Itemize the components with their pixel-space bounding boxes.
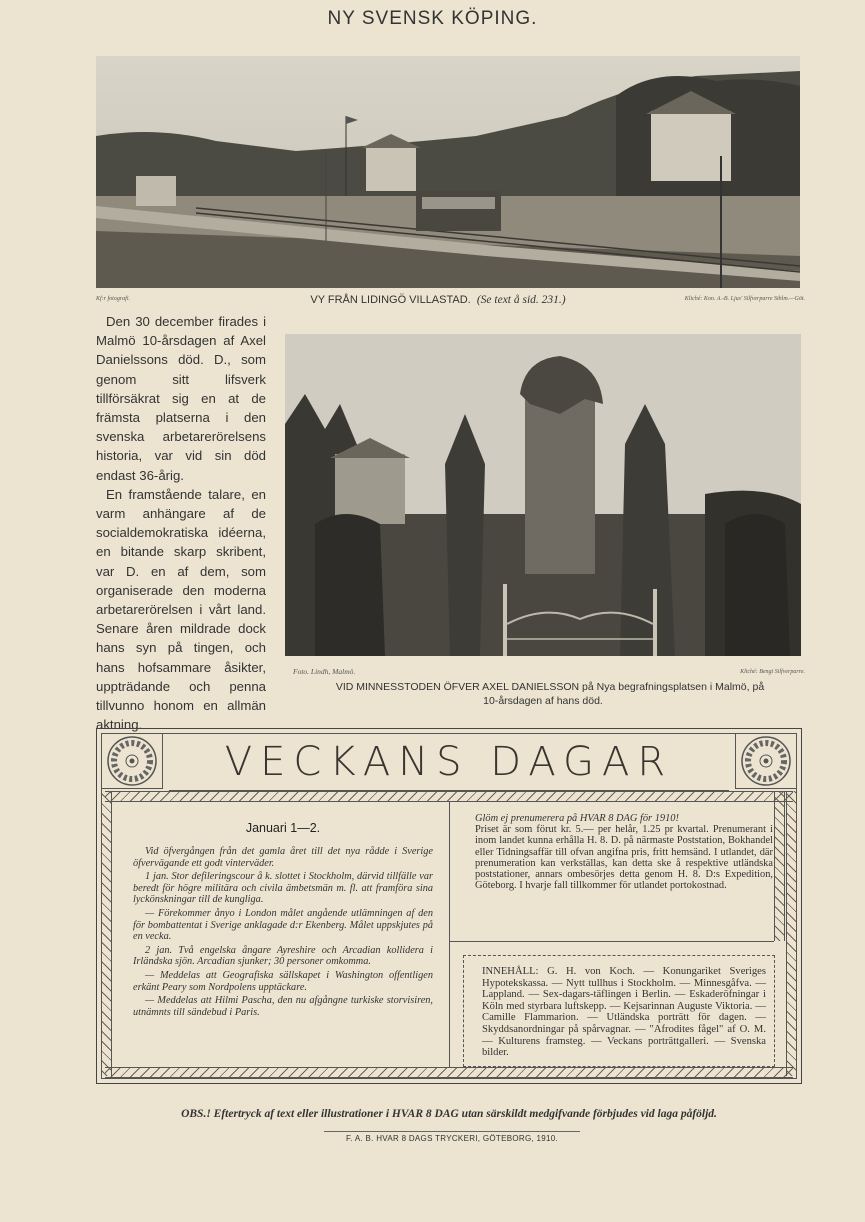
photo2-right-credit: Kliché: Bengt Silfverparre. [740,669,805,675]
photo1-left-credit: Kf:r fotografi. [96,296,131,302]
column-divider [449,801,450,1067]
obs-notice: OBS.! Eftertryck af text eller illustrationer i HVAR 8 DAG utan särskildt medgifvande förbjudes vid laga påföljd. [181,1108,717,1120]
entry-5: — Meddelas att Geografiska sällskapet i Washington offentligen erkänt Peary som Nordpolens upptäckare. [133,969,433,993]
week-entries [133,846,433,1020]
photo-minnesstod [285,334,801,656]
photo2-caption-line1: VID MINNESSTODEN ÖFVER AXEL DANIELSSON på Nya begrafningsplatsen i Malmö, på [335,681,765,693]
photo1-caption-text: VY FRÅN LIDINGÖ VILLASTAD. [310,294,471,306]
innehall-box [463,955,775,1067]
prenumeration-title: Glöm ej prenumerera på HVAR 8 DAG för 1910! [475,813,679,824]
prenumeration-body: Priset är som förut kr. 5.— per helår, 1.25 pr kvartal. Prenumerant i inom landet kunna erhålla H. 8. D. på närmaste Poststation, Bokhandel eller Tidningsaffär till ofvan angifna pris, fritt hemsänd. I utlandet, där prenumeration kan verkställas, kan detta ske å respektive utländska poststationer, annars ombesörjes detta genom H. 8. D:s Expedition, Göteborg. I hvarje fall tillkommer för utlandet portokostnad. [475,824,773,892]
article-paragraph-1: Den 30 december firades i Malmö 10-årsdagen af Axel Danielssons död. D., som genom sitt lifsverk tillförsäkrat sig en at de främsta platserna i den svenska arbetarerörelsens historia, var vid sin död endast 36-årig. [96,314,266,483]
article-danielsson [96,312,266,734]
right-panel-divider [449,941,774,942]
date-heading: Januari 1—2. [245,821,321,835]
veckans-banner [169,733,729,791]
veckans-dagar-title: VECKANS DAGAR [224,739,674,785]
prenumeration-notice [475,813,773,891]
page-header: NY SVENSK KÖPING. [327,8,538,29]
left-rosette-ornament [101,733,163,789]
entry-1: Vid öfvergången från det gamla året till det nya rådde i Sverige öfvervägande ett godt vinterväder. [133,846,433,869]
entry-3: — Förekommer ånyo i London målet angående utlämningen af den för bombattentat i Sverige anklagade d:r Ekenberg. Målet uppskjutes på en vecka. [133,907,433,943]
article-paragraph-2: En framstående talare, en varm anhängare af de socialdemokratiska idéerna, en bitande skarp skribent, var D. en af dem, som organiserade den moderna arbetarerörelsen i vårt land. Senare åren mildrade dock hans syn på tingen, och hans hofsammare åsikter, uppträdande och penna tillvunno honom en allmän aktning. [96,486,266,733]
entry-4: 2 jan. Två engelska ångare Ayreshire och Arcadian kollidera i Irländska sjön. Arcadian sjunker; 30 personer omkomma. [133,944,433,968]
photo1-right-credit: Kliché: Kon. A.-B. Ljus' Silfverparre Sthlm.—Göt. [684,296,805,302]
photo1-caption-ref: (Se text å sid. 231.) [476,294,566,306]
photo-lidingo-villastad [96,56,800,288]
entry-2: 1 jan. Stor defileringscour å k. slottet i Stockholm, därvid tillfälle var beredt för högre militära och civila ämbetsmän m. fl. att framföra sina lyckönskningar till de kungliga. [133,871,433,906]
right-ornament-band [786,791,797,1076]
veckans-dagar-box [96,728,802,1084]
photo2-left-credit: Foto. Lindh, Malmö. [293,667,356,676]
innehall-text: INNEHÅLL: G. H. von Koch. — Konungariket Sveriges Hypotekskassa. — Nytt tullhus i Stockholm. — Minnesgåfva. — Lappland. — Sex-dagars-täflingen i Berlin. — Eskaderöfningar i Köln med styrbara luftskepp. — Kejsarinnan Auguste Viktoria. — Camille Flammarion. — Utländska porträtt för dagen. — Skyddsanordningar på spårvagnar. — "Afrodites fågel" af O. M. — Kulturens framsteg. — Veckans porträttgalleri. — Svenska bilder. [482,966,766,1059]
middle-ornament-band [774,791,785,941]
entry-6: — Meddelas att Hilmi Pascha, den nu afgångne turkiske storvisiren, utnämnts till sändebud i Paris. [133,995,433,1018]
bottom-ornament-band [105,1067,793,1078]
left-ornament-band [101,791,112,1076]
right-rosette-ornament [735,733,797,789]
photo2-caption-line2: 10-årsdagen af hans död. [483,695,603,707]
printer-line: F. A. B. HVAR 8 DAGS TRYCKERI, GÖTEBORG, 1910. [324,1131,580,1143]
photo1-caption [258,294,618,306]
